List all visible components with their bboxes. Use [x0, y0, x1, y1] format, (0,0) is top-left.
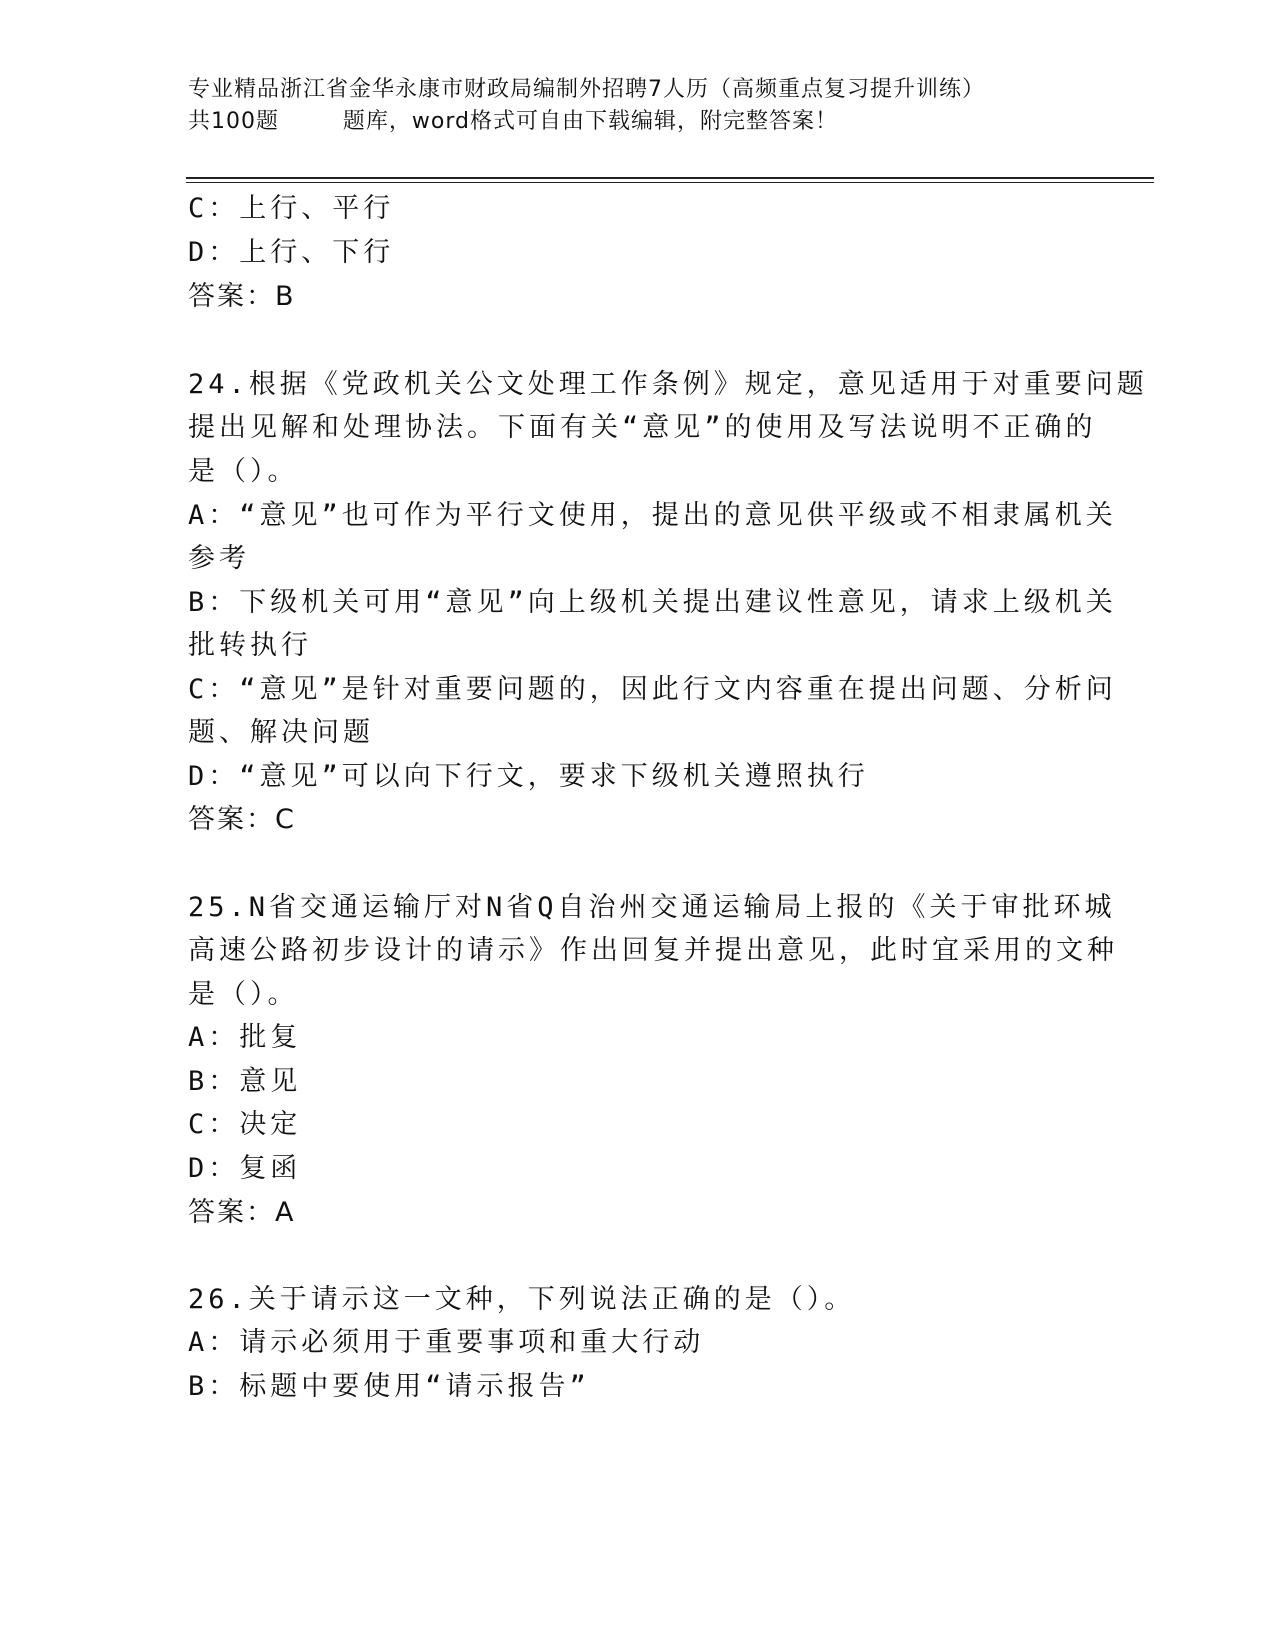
q26-option-a: A：请示必须用于重要事项和重大行动: [188, 1327, 705, 1358]
page-header: [188, 74, 1088, 138]
q26-option-b: B：标题中要使用“请示报告”: [188, 1371, 590, 1402]
q24-option-a-cont: 参考: [188, 543, 250, 574]
q24-stem-line: 是（）。: [188, 456, 299, 487]
q25-stem-line: 高速公路初步设计的请示》作出回复并提出意见，此时宜采用的文种: [188, 935, 1118, 966]
q25-option-a: A：批复: [188, 1022, 302, 1053]
q24-option-c-cont: 题、解决问题: [188, 717, 374, 748]
q25-option-c: C：决定: [188, 1109, 302, 1140]
q23-option-d: D：上行、下行: [188, 237, 395, 268]
header-divider-thick: [186, 177, 1154, 179]
q24-option-b: B：下级机关可用“意见”向上级机关提出建议性意见，请求上级机关: [188, 587, 1117, 618]
header-title: 专业精品浙江省金华永康市财政局编制外招聘7人历（高频重点复习提升训练）: [188, 77, 985, 102]
q25-stem-line: 25.N省交通运输厅对N省Q自治州交通运输局上报的《关于审批环城: [188, 892, 1116, 923]
q25-answer: 答案：A: [188, 1197, 296, 1228]
q25-option-d: D：复函: [188, 1153, 302, 1184]
header-subtitle: 共100题 题库，word格式可自由下载编辑，附完整答案！: [188, 109, 839, 134]
q24-option-c: C：“意见”是针对重要问题的，因此行文内容重在提出问题、分析问: [188, 674, 1117, 705]
q24-answer: 答案：C: [188, 804, 296, 835]
header-divider-thin: [186, 182, 1154, 183]
q26-stem: 26.关于请示这一文种，下列说法正确的是（）。: [188, 1284, 856, 1315]
q24-option-a: A：“意见”也可作为平行文使用，提出的意见供平级或不相隶属机关: [188, 500, 1117, 531]
q24-option-b-cont: 批转执行: [188, 630, 312, 661]
q24-stem-line: 24.根据《党政机关公文处理工作条例》规定，意见适用于对重要问题: [188, 369, 1148, 400]
q23-answer: 答案：B: [188, 281, 296, 312]
q23-option-c: C：上行、平行: [188, 193, 395, 224]
q25-stem-line: 是（）。: [188, 979, 299, 1010]
q25-option-b: B：意见: [188, 1066, 302, 1097]
q24-option-d: D：“意见”可以向下行文，要求下级机关遵照执行: [188, 761, 869, 792]
q24-stem-line: 提出见解和处理协法。下面有关“意见”的使用及写法说明不正确的: [188, 412, 1097, 443]
